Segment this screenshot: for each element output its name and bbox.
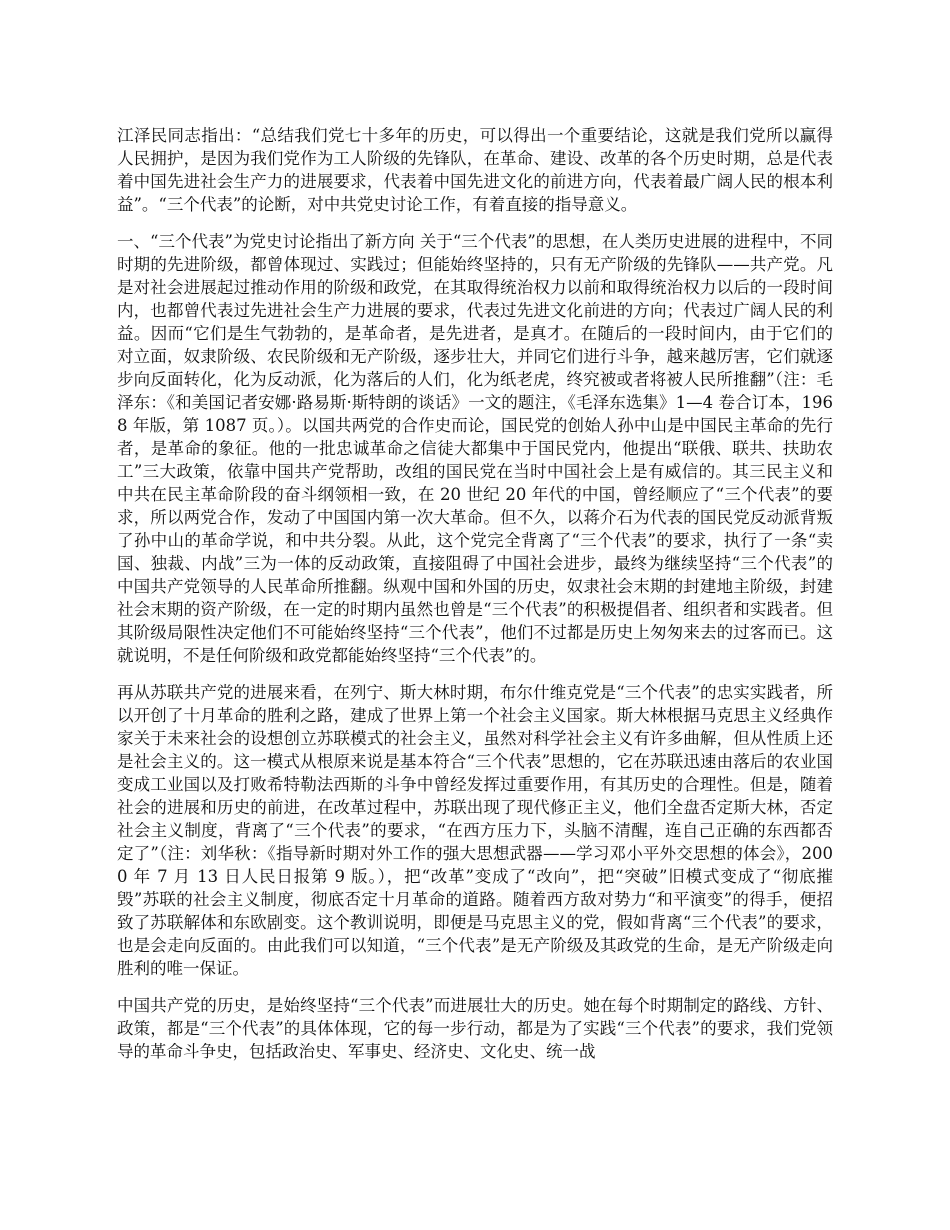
paragraph-intro: 江泽民同志指出：“总结我们党七十多年的历史，可以得出一个重要结论，这就是我们党所以赢得人民拥护，是因为我们党作为工人阶级的先锋队，在革命、建设、改革的各个历史时期，总是代表着中国先进社会生产力的进展要求，代表着中国先进文化的前进方向，代表着最广阔人民的根本利益”。“三个代表”的论断，对中共党史讨论工作，有着直接的指导意义。 [117, 126, 833, 214]
document-page [117, 124, 833, 1077]
paragraph-section-one: 一、“三个代表”为党史讨论指出了新方向 关于“三个代表”的思想，在人类历史进展的进程中，不同时期的先进阶级，都曾体现过、实践过；但能始终坚持的，只有无产阶级的先锋队——共产党。凡是对社会进展起过推动作用的阶级和政党，在其取得统治权力以前和取得统治权力以后的一段时间内，也都曾代表过先进社会生产力进展的要求，代表过先进文化前进的方向；代表过广阔人民的利益。因而“它们是生气勃勃的，是革命者，是先进者，是真才。在随后的一段时间内，由于它们的对立面，奴隶阶级、农民阶级和无产阶级，逐步壮大，并同它们进行斗争，越来越厉害，它们就逐步向反面转化，化为反动派，化为落后的人们，化为纸老虎，终究被或者将被人民所推翻”（注：毛泽东：《和美国记者安娜·路易斯·斯特朗的谈话》一文的题注，《毛泽东选集》1—4 卷合订本，1968 年版，第 1087 页。）。以国共两党的合作史而论，国民党的创始人孙中山是中国民主革命的先行者，是革命的象征。他的一批忠诚革命之信徒大都集中于国民党内，他提出“联俄、联共、扶助农工”三大政策，依靠中国共产党帮助，改组的国民党在当时中国社会上是有威信的。其三民主义和中共在民主革命阶段的奋斗纲领相一致，在 20 世纪 20 年代的中国，曾经顺应了“三个代表”的要求，所以两党合作，发动了中国国内第一次大革命。但不久，以蒋介石为代表的国民党反动派背叛了孙中山的革命学说，和中共分裂。从此，这个党完全背离了“三个代表”的要求，执行了一条“卖国、独裁、内战”三为一体的反动政策，直接阻碍了中国社会进步，最终为继续坚持“三个代表”的中国共产党领导的人民革命所推翻。纵观中国和外国的历史，奴隶社会末期的封建地主阶级，封建社会末期的资产阶级，在一定的时期内虽然也曾是“三个代表”的积极提倡者、组织者和实践者。但其阶级局限性决定他们不可能始终坚持“三个代表”，他们不过都是历史上匆匆来去的过客而已。这就说明，不是任何阶级和政党都能始终坚持“三个代表”的。 [117, 232, 833, 665]
paragraph-soviet: 再从苏联共产党的进展来看，在列宁、斯大林时期，布尔什维克党是“三个代表”的忠实实践者，所以开创了十月革命的胜利之路，建成了世界上第一个社会主义国家。斯大林根据马克思主义经典作家关于未来社会的设想创立苏联模式的社会主义，虽然对科学社会主义有许多曲解，但从性质上还是社会主义的。这一模式从根原来说是基本符合“三个代表”思想的，它在苏联迅速由落后的农业国变成工业国以及打败希特勒法西斯的斗争中曾经发挥过重要作用，有其历史的合理性。但是，随着社会的进展和历史的前进，在改革过程中，苏联出现了现代修正主义，他们全盘否定斯大林，否定社会主义制度，背离了“三个代表”的要求，“在西方压力下，头脑不清醒，连自己正确的东西都否定了”（注：刘华秋：《指导新时期对外工作的强大思想武器——学习邓小平外交思想的体会》，2000 年 7 月 13 日人民日报第 9 版。），把“改革”变成了“改向”，把“突破”旧模式变成了“彻底摧毁”苏联的社会主义制度，彻底否定十月革命的道路。随着西方敌对势力“和平演变”的得手，便招致了苏联解体和东欧剧变。这个教训说明，即便是马克思主义的党，假如背离“三个代表”的要求，也是会走向反面的。由此我们可以知道，“三个代表”是无产阶级及其政党的生命，是无产阶级走向胜利的唯一保证。 [117, 683, 833, 978]
paragraph-cpc-history: 中国共产党的历史，是始终坚持“三个代表”而进展壮大的历史。她在每个时期制定的路线、方针、政策，都是“三个代表”的具体体现，它的每一步行动，都是为了实践“三个代表”的要求，我们党领导的革命斗争史，包括政治史、军事史、经济史、文化史、统一战 [117, 996, 833, 1061]
